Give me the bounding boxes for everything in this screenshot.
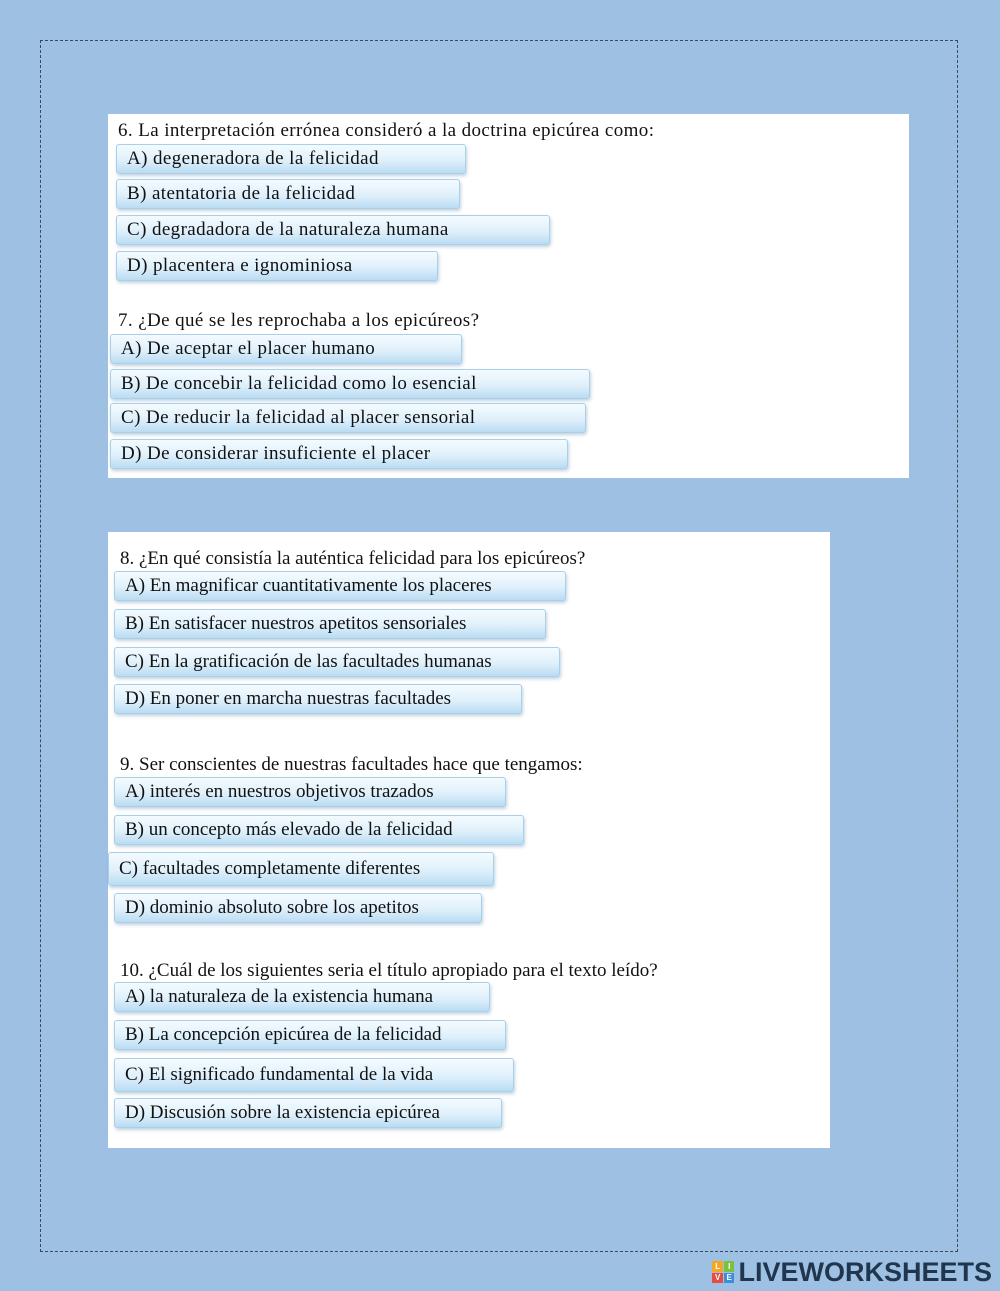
q6-option-a[interactable]: A) degeneradora de la felicidad [116, 144, 466, 174]
q7-option-a[interactable]: A) De aceptar el placer humano [110, 334, 462, 364]
logo-mark-v: V [712, 1273, 723, 1284]
question-7-text: 7. ¿De qué se les reprochaba a los epicúreos? [118, 310, 480, 331]
q6-option-c[interactable]: C) degradadora de la naturaleza humana [116, 215, 550, 245]
q7-option-c[interactable]: C) De reducir la felicidad al placer sensorial [110, 403, 586, 433]
q7-option-b[interactable]: B) De concebir la felicidad como lo esencial [110, 369, 590, 399]
liveworksheets-logo-icon [712, 1261, 734, 1283]
question-card-1 [108, 114, 909, 478]
logo-mark-i: I [724, 1261, 735, 1272]
q8-option-b[interactable]: B) En satisfacer nuestros apetitos sensoriales [114, 609, 546, 639]
logo-mark-l: L [712, 1261, 723, 1272]
q8-option-a[interactable]: A) En magnificar cuantitativamente los placeres [114, 571, 566, 601]
logo-mark-e: E [724, 1273, 735, 1284]
q7-option-d[interactable]: D) De considerar insuficiente el placer [110, 439, 568, 469]
q6-option-d[interactable]: D) placentera e ignominiosa [116, 251, 438, 281]
q9-option-b[interactable]: B) un concepto más elevado de la felicidad [114, 815, 524, 845]
question-9-text: 9. Ser conscientes de nuestras facultades hace que tengamos: [120, 754, 583, 775]
q8-option-d[interactable]: D) En poner en marcha nuestras facultades [114, 684, 522, 714]
question-6-text: 6. La interpretación errónea consideró a la doctrina epicúrea como: [118, 120, 655, 141]
q10-option-b[interactable]: B) La concepción epicúrea de la felicidad [114, 1020, 506, 1050]
q8-option-c[interactable]: C) En la gratificación de las facultades humanas [114, 647, 560, 677]
logo-text: LIVEWORKSHEETS [738, 1256, 992, 1287]
liveworksheets-logo [712, 1255, 992, 1289]
question-card-2 [108, 532, 830, 1148]
q9-option-c[interactable]: C) facultades completamente diferentes [108, 852, 494, 886]
q10-option-d[interactable]: D) Discusión sobre la existencia epicúrea [114, 1098, 502, 1128]
question-8-text: 8. ¿En qué consistía la auténtica felicidad para los epicúreos? [120, 548, 586, 569]
q6-option-b[interactable]: B) atentatoria de la felicidad [116, 179, 460, 209]
q9-option-a[interactable]: A) interés en nuestros objetivos trazados [114, 777, 506, 807]
q10-option-a[interactable]: A) la naturaleza de la existencia humana [114, 982, 490, 1012]
q10-option-c[interactable]: C) El significado fundamental de la vida [114, 1058, 514, 1092]
q9-option-d[interactable]: D) dominio absoluto sobre los apetitos [114, 893, 482, 923]
question-10-text: 10. ¿Cuál de los siguientes seria el título apropiado para el texto leído? [120, 960, 658, 981]
